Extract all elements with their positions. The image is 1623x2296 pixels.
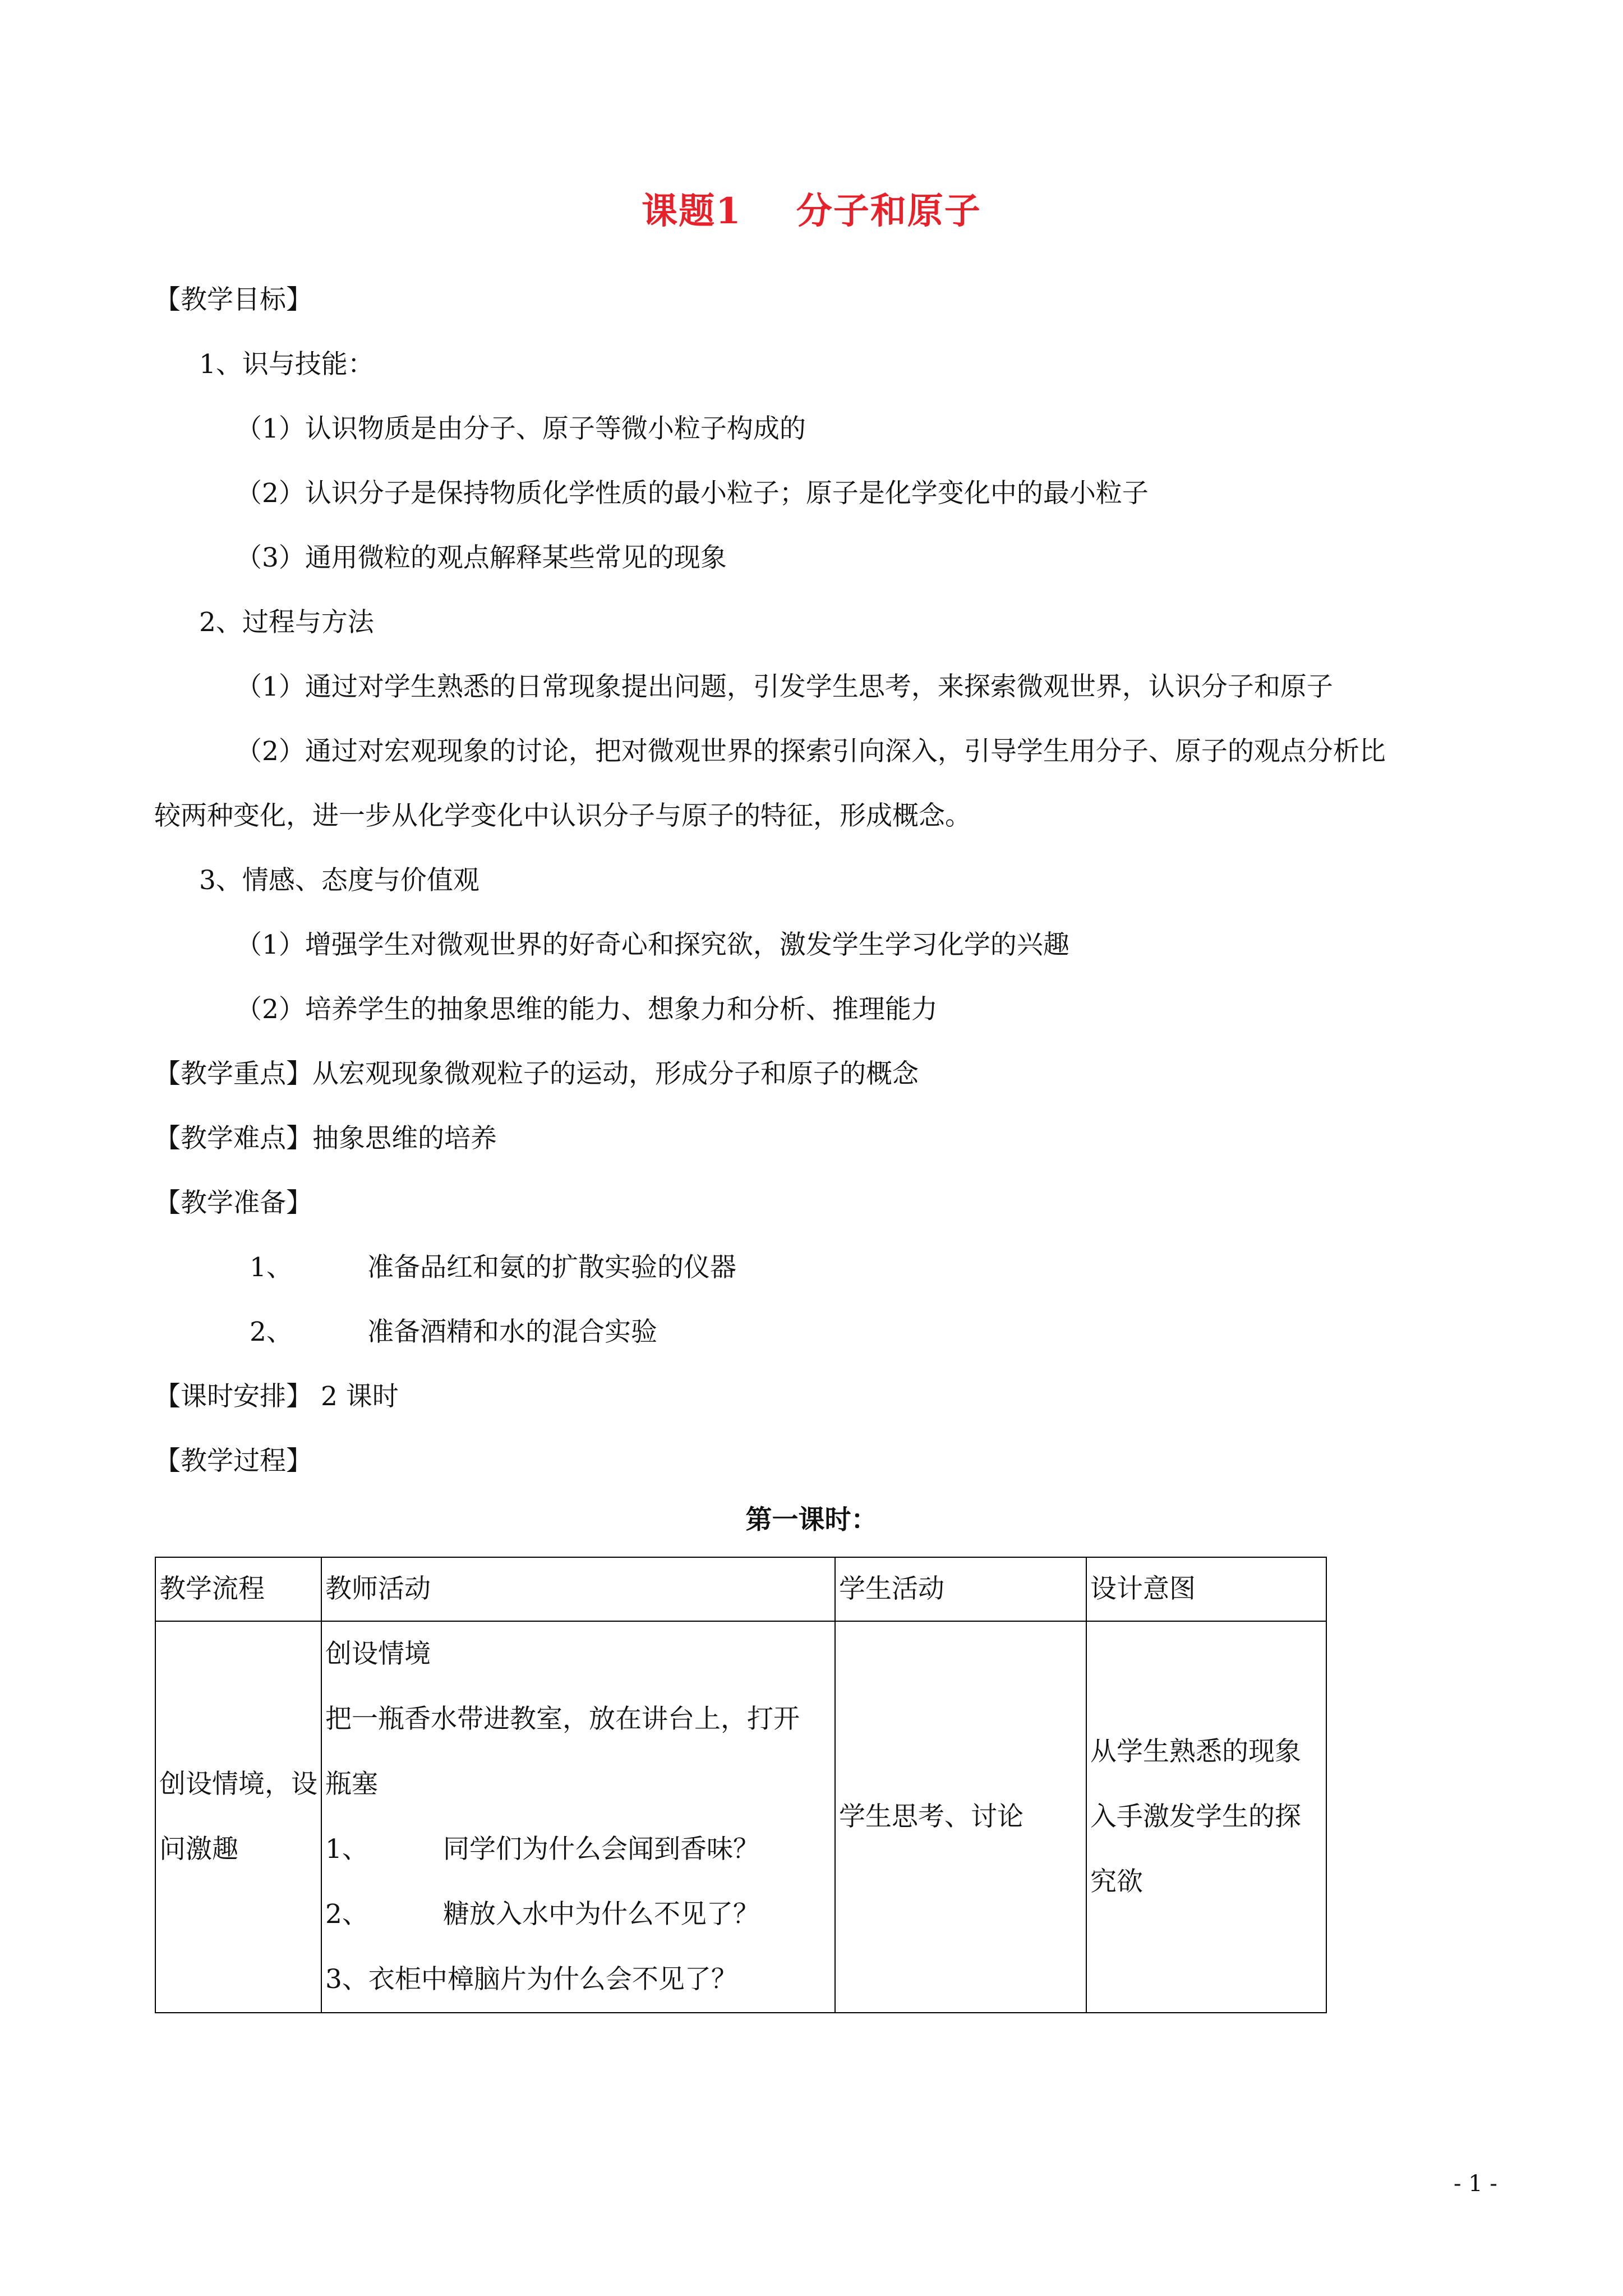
objective-3-item: （1）增强学生对微观世界的好奇心和探究欲，激发学生学习化学的兴趣 bbox=[236, 930, 1069, 960]
intent-line: 入手激发学生的探 bbox=[1090, 1801, 1301, 1832]
question-text: 糖放入水中为什么不见了？ bbox=[443, 1899, 759, 1930]
prep-item-number: 2、 bbox=[250, 1317, 293, 1347]
teacher-line: 瓶塞 bbox=[325, 1769, 378, 1800]
prep-item-text: 准备酒精和水的混合实验 bbox=[367, 1317, 657, 1347]
teacher-question bbox=[325, 1817, 831, 1882]
table-row bbox=[155, 1621, 1326, 2013]
objective-1-item: （3）通用微粒的观点解释某些常见的现象 bbox=[236, 542, 727, 573]
objective-3-heading: 3、情感、态度与价值观 bbox=[199, 865, 479, 896]
schedule: 【课时安排】 2 课时 bbox=[154, 1381, 399, 1412]
flow-line: 问激趣 bbox=[159, 1834, 238, 1865]
prep-item bbox=[250, 1315, 657, 1349]
prep-heading: 【教学准备】 bbox=[154, 1188, 312, 1218]
objectives-heading: 【教学目标】 bbox=[154, 284, 312, 315]
question-number: 1、 bbox=[325, 1834, 368, 1865]
teacher-line: 创设情境 bbox=[325, 1639, 431, 1669]
teacher-question bbox=[325, 1947, 831, 2012]
page-title: 课题1 分子和原子 bbox=[642, 190, 981, 232]
teacher-question bbox=[325, 1882, 831, 1947]
question-number: 2、 bbox=[325, 1899, 368, 1930]
table-header-row bbox=[155, 1557, 1326, 1621]
flow-line: 创设情境，设 bbox=[159, 1769, 317, 1800]
objective-2-item-continued: 较两种变化，进一步从化学变化中认识分子与原子的特征，形成概念。 bbox=[154, 800, 971, 831]
prep-item bbox=[250, 1251, 736, 1285]
difficulty: 【教学难点】抽象思维的培养 bbox=[154, 1123, 497, 1154]
student-cell: 学生思考、讨论 bbox=[835, 1621, 1086, 2013]
key-point: 【教学重点】从宏观现象微观粒子的运动，形成分子和原子的概念 bbox=[154, 1059, 919, 1089]
question-text: 同学们为什么会闻到香味？ bbox=[443, 1834, 759, 1865]
objective-2-item: （1）通过对学生熟悉的日常现象提出问题，引发学生思考，来探索微观世界，认识分子和原子 bbox=[236, 671, 1333, 702]
prep-item-text: 准备品红和氨的扩散实验的仪器 bbox=[367, 1252, 736, 1283]
objective-1-item: （1）认识物质是由分子、原子等微小粒子构成的 bbox=[236, 413, 806, 444]
question-number: 3、 bbox=[325, 1964, 368, 1995]
objective-2-item: （2）通过对宏观现象的讨论，把对微观世界的探索引向深入，引导学生用分子、原子的观点分析比 bbox=[236, 736, 1386, 767]
intent-cell bbox=[1086, 1621, 1326, 2013]
teacher-line: 把一瓶香水带进教室，放在讲台上，打开 bbox=[325, 1704, 800, 1734]
question-text: 衣柜中樟脑片为什么会不见了？ bbox=[368, 1964, 737, 1995]
header-flow: 教学流程 bbox=[155, 1557, 321, 1621]
intent-line: 从学生熟悉的现象 bbox=[1090, 1736, 1301, 1767]
header-student: 学生活动 bbox=[835, 1557, 1086, 1621]
objective-1-item: （2）认识分子是保持物质化学性质的最小粒子；原子是化学变化中的最小粒子 bbox=[236, 478, 1149, 509]
lesson-heading: 第一课时： bbox=[745, 1504, 878, 1535]
header-teacher: 教师活动 bbox=[321, 1557, 835, 1621]
lesson-plan-table bbox=[155, 1557, 1327, 2013]
prep-item-number: 1、 bbox=[250, 1252, 293, 1283]
objective-2-heading: 2、过程与方法 bbox=[199, 607, 374, 638]
intent-line: 究欲 bbox=[1090, 1866, 1143, 1897]
flow-cell bbox=[155, 1621, 321, 2013]
teacher-cell bbox=[321, 1621, 835, 2013]
objective-3-item: （2）培养学生的抽象思维的能力、想象力和分析、推理能力 bbox=[236, 994, 938, 1025]
page-number: - 1 - bbox=[1454, 2171, 1497, 2197]
objective-1-heading: 1、识与技能： bbox=[199, 349, 374, 380]
header-intent: 设计意图 bbox=[1086, 1557, 1326, 1621]
process-heading: 【教学过程】 bbox=[154, 1446, 312, 1476]
